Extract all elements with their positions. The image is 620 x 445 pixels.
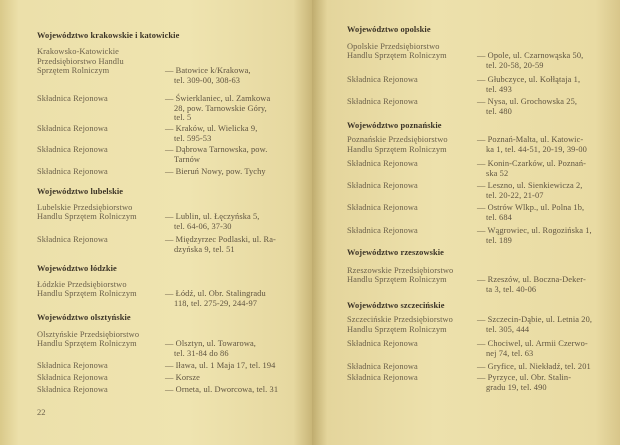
- section-heading: Województwo rzeszowskie: [347, 248, 444, 258]
- entry-address: tel. 20-22, 21-07: [486, 190, 544, 200]
- entry-address: — Batowice k/Krakowa,: [165, 66, 251, 76]
- entry-name: Składnica Rejonowa: [347, 203, 418, 213]
- entry-address: — Gryfice, ul. Niekładź, tel. 201: [477, 362, 591, 372]
- entry-address: Tarnów: [174, 154, 201, 164]
- entry-address: — Iława, ul. 1 Maja 17, tel. 194: [165, 361, 276, 371]
- entry-name: Szczecińskie Przedsiębiorstwo: [347, 315, 453, 325]
- entry-address: — Ostrów Wlkp., ul. Polna 1b,: [477, 203, 585, 213]
- entry-name: Składnica Rejonowa: [37, 235, 108, 245]
- entry-address: tel. 189: [486, 235, 512, 245]
- right-page: [312, 0, 620, 445]
- section-heading: Województwo lubelskie: [37, 187, 124, 197]
- entry-address: dzyńska 9, tel. 51: [174, 244, 235, 254]
- entry-address: — Leszno, ul. Sienkiewicza 2,: [477, 181, 583, 191]
- entry-name: Przedsiębiorstwo Handlu: [37, 56, 124, 66]
- entry-address: — Korsze: [165, 373, 200, 383]
- entry-name: Rzeszowskie Przedsiębiorstwo: [347, 265, 454, 275]
- entry-address: tel. 595-53: [174, 133, 212, 143]
- entry-name: Handlu Sprzętem Rolniczym: [347, 275, 447, 285]
- entry-name: Handlu Sprzętem Rolniczym: [37, 212, 137, 222]
- entry-address: — Pyrzyce, ul. Obr. Stalin-: [477, 373, 572, 383]
- entry-name: Składnica Rejonowa: [37, 167, 108, 177]
- entry-name: Opolskie Przedsiębiorstwo: [347, 41, 440, 51]
- entry-name: Składnica Rejonowa: [37, 385, 108, 395]
- entry-name: Handlu Sprzętem Rolniczym: [347, 51, 447, 61]
- entry-name: Składnica Rejonowa: [347, 181, 418, 191]
- entry-name: Lubelskie Przedsiębiorstwo: [37, 202, 133, 212]
- entry-address: — Lublin, ul. Łęczyńska 5,: [165, 212, 260, 222]
- entry-address: ka 1, tel. 44-51, 20-19, 39-00: [486, 144, 587, 154]
- entry-name: Składnica Rejonowa: [347, 339, 418, 349]
- section-heading: Województwo poznańskie: [347, 121, 442, 131]
- entry-name: Handlu Sprzętem Rolniczym: [37, 289, 137, 299]
- entry-name: Łódzkie Przedsiębiorstwo: [37, 279, 127, 289]
- entry-name: Składnica Rejonowa: [347, 75, 418, 85]
- entry-address: — Nysa, ul. Grochowska 25,: [477, 97, 578, 107]
- entry-address: — Chociwel, ul. Armii Czerwo-: [477, 339, 588, 349]
- entry-address: tel. 31-84 do 86: [174, 348, 229, 358]
- section-heading: Województwo łódzkie: [37, 264, 117, 274]
- entry-address: — Rzeszów, ul. Boczna-Deker-: [477, 275, 586, 285]
- entry-name: Składnica Rejonowa: [37, 373, 108, 383]
- entry-address: — Konin-Czarków, ul. Poznań-: [477, 159, 587, 169]
- entry-name: Składnica Rejonowa: [37, 124, 108, 134]
- entry-address: — Bieruń Nowy, pow. Tychy: [165, 167, 266, 177]
- entry-address: nej 74, tel. 63: [486, 348, 534, 358]
- entry-address: — Kraków, ul. Wielicka 9,: [165, 124, 258, 134]
- entry-address: — Wągrowiec, ul. Rogozińska 1,: [477, 226, 592, 236]
- entry-name: Składnica Rejonowa: [37, 94, 108, 104]
- entry-address: — Dąbrowa Tarnowska, pow.: [165, 145, 268, 155]
- entry-address: tel. 493: [486, 84, 512, 94]
- entry-name: Krakowsko-Katowickie: [37, 47, 120, 57]
- page-number: 22: [37, 407, 46, 417]
- entry-address: — Świerklaniec, ul. Zamkowa: [165, 94, 271, 104]
- entry-address: tel. 64-06, 37-30: [174, 221, 232, 231]
- entry-address: ska 52: [486, 168, 509, 178]
- entry-name: Sprzętem Rolniczym: [37, 66, 110, 76]
- section-heading: Województwo olsztyńskie: [37, 313, 131, 323]
- entry-address: — Międzyrzec Podlaski, ul. Ra-: [165, 235, 276, 245]
- entry-name: Składnica Rejonowa: [37, 145, 108, 155]
- entry-address: — Łódź, ul. Obr. Stalingradu: [165, 289, 266, 299]
- entry-name: Handlu Sprzętem Rolniczym: [347, 144, 447, 154]
- entry-name: Olsztyńskie Przedsiębiorstwo: [37, 329, 140, 339]
- entry-address: tel. 20-58, 20-59: [486, 60, 544, 70]
- entry-address: — Opole, ul. Czarnowąska 50,: [477, 51, 584, 61]
- section-heading: Województwo opolskie: [347, 25, 431, 35]
- entry-address: tel. 480: [486, 106, 512, 116]
- section-heading: Województwo krakowskie i katowickie: [37, 31, 180, 41]
- entry-address: gradu 19, tel. 490: [486, 382, 547, 392]
- entry-name: Handlu Sprzętem Rolniczym: [347, 324, 447, 334]
- entry-name: Handlu Sprzętem Rolniczym: [37, 339, 137, 349]
- entry-address: — Głubczyce, ul. Kołłątaja 1,: [477, 75, 581, 85]
- entry-name: Składnica Rejonowa: [347, 362, 418, 372]
- entry-address: tel. 5: [174, 113, 192, 123]
- entry-name: Składnica Rejonowa: [347, 159, 418, 169]
- entry-address: 118, tel. 275-29, 244-97: [174, 298, 258, 308]
- entry-name: Składnica Rejonowa: [37, 361, 108, 371]
- entry-address: tel. 305, 444: [486, 324, 530, 334]
- entry-address: 28, pow. Tarnowskie Góry,: [174, 103, 267, 113]
- entry-address: tel. 309-00, 308-63: [174, 75, 241, 85]
- entry-address: — Orneta, ul. Dworcowa, tel. 31: [165, 385, 279, 395]
- entry-address: — Olsztyn, ul. Towarowa,: [165, 339, 256, 349]
- entry-address: ta 3, tel. 40-06: [486, 284, 537, 294]
- entry-address: tel. 684: [486, 212, 512, 222]
- entry-address: — Poznań-Malta, ul. Katowic-: [477, 135, 584, 145]
- section-heading: Województwo szczecińskie: [347, 301, 445, 311]
- entry-address: — Szczecin-Dąbie, ul. Letnia 20,: [477, 315, 593, 325]
- entry-name: Poznańskie Przedsiębiorstwo: [347, 135, 448, 145]
- entry-name: Składnica Rejonowa: [347, 97, 418, 107]
- entry-name: Składnica Rejonowa: [347, 373, 418, 383]
- entry-name: Składnica Rejonowa: [347, 226, 418, 236]
